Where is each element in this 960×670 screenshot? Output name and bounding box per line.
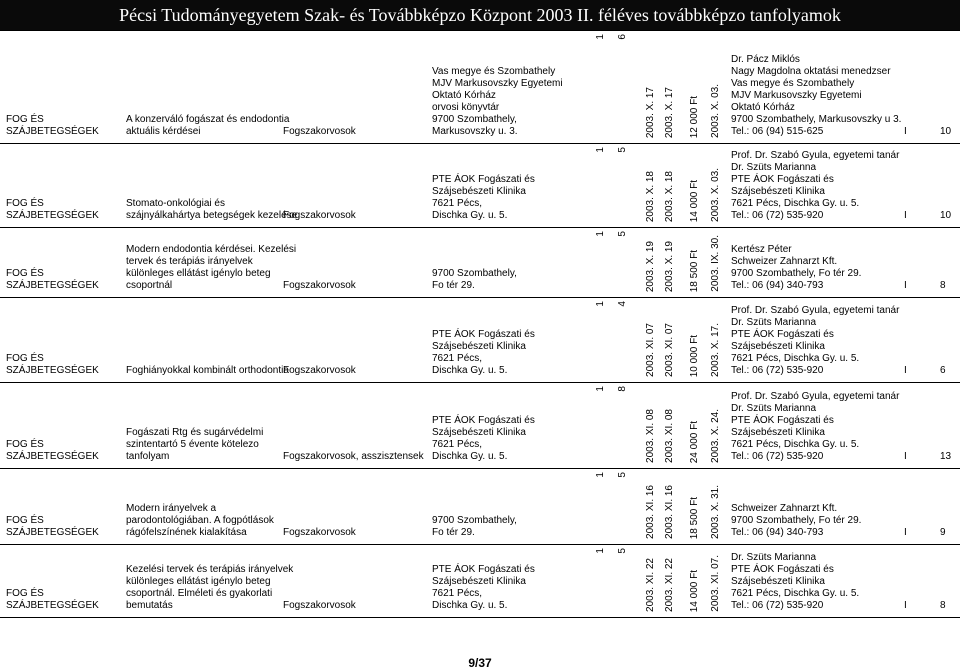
end-date: 2003. XI. 08	[664, 409, 675, 463]
credit-points: 8	[940, 600, 946, 611]
contact: 9700 Szombathely, Fo tér 29.	[731, 268, 862, 279]
course-title: Modern irányelvek a	[126, 503, 217, 514]
page-number: 9/37	[468, 656, 492, 670]
contact: Tel.: 06 (94) 340-793	[731, 280, 824, 291]
start-date: 2003. XI. 08	[645, 409, 656, 463]
contact: Dr. Szüts Marianna	[731, 552, 817, 563]
hours-value: 6	[617, 34, 628, 40]
contact: Nagy Magdolna oktatási menedzser	[731, 66, 891, 77]
table-row	[0, 468, 960, 544]
end-date: 2003. X. 19	[664, 240, 675, 292]
contact: Tel.: 06 (72) 535-920	[731, 210, 824, 221]
location: 9700 Szombathely,	[432, 268, 517, 279]
contact: Dr. Szüts Marianna	[731, 403, 817, 414]
contact: Szájsebészeti Klinika	[731, 427, 825, 438]
duration-value: 1	[595, 34, 606, 40]
location: Markusovszky u. 3.	[432, 126, 518, 137]
location: Oktató Kórház	[432, 90, 496, 101]
end-date: 2003. X. 17	[664, 86, 675, 138]
location: 9700 Szombathely,	[432, 515, 517, 526]
start-date: 2003. X. 19	[645, 240, 656, 292]
table-row	[0, 143, 960, 227]
contact: PTE ÁOK Fogászati és	[731, 174, 834, 185]
course-title: különleges ellátást igénylo beteg	[126, 576, 271, 587]
contact-cell	[731, 391, 906, 463]
domain: FOG ÉS	[6, 198, 44, 209]
table-row	[0, 30, 960, 143]
domain: SZÁJBETEGSÉGEK	[6, 280, 99, 291]
start-date: 2003. XI. 07	[645, 323, 656, 377]
course-title: aktuális kérdései	[126, 126, 201, 137]
hours-value: 5	[617, 147, 628, 153]
contact: Prof. Dr. Szabó Gyula, egyetemi tanár	[731, 305, 900, 316]
contact-cell	[731, 54, 906, 138]
location: Szájsebészeti Klinika	[432, 341, 526, 352]
credit-points: 10	[940, 210, 952, 221]
contact: Tel.: 06 (94) 515-625	[731, 126, 824, 137]
location-cell	[432, 329, 590, 377]
deadline-date: 2003. X. 03.	[710, 84, 721, 138]
domain: SZÁJBETEGSÉGEK	[6, 451, 99, 462]
audience-cell	[283, 527, 428, 539]
course-title-cell	[126, 198, 298, 222]
fee-value: 18 500 Ft	[689, 249, 700, 292]
contact: Vas megye és Szombathely	[731, 78, 855, 89]
location: 7621 Pécs,	[432, 198, 483, 209]
hours-value: 5	[617, 231, 628, 237]
contact: PTE ÁOK Fogászati és	[731, 564, 834, 575]
course-title: tervek és terápiás irányelvek	[126, 256, 253, 267]
deadline-date: 2003. X. 31.	[710, 485, 721, 539]
location: PTE ÁOK Fogászati és	[432, 329, 535, 340]
course-title: Fogászati Rtg és sugárvédelmi	[126, 427, 264, 438]
contact: Oktató Kórház	[731, 102, 795, 113]
domain: FOG ÉS	[6, 588, 44, 599]
course-title: szájnyálkahártya betegségek kezelése	[126, 210, 298, 221]
course-title: szintentartó 5 évente kötelezo	[126, 439, 259, 450]
course-title: A konzerváló fogászat és endodontia	[126, 114, 290, 125]
course-title: csoportnál. Elméleti és gyakorlati	[126, 588, 273, 599]
course-title: rágófelszínének kialakítása	[126, 527, 247, 538]
location: Fo tér 29.	[432, 527, 475, 538]
contact: Tel.: 06 (72) 535-920	[731, 451, 824, 462]
course-type: I	[904, 365, 907, 376]
contact: 9700 Szombathely, Fo tér 29.	[731, 515, 862, 526]
start-date: 2003. X. 18	[645, 170, 656, 222]
audience: Fogszakorvosok	[283, 126, 356, 137]
credit-points: 9	[940, 527, 946, 538]
audience: Fogszakorvosok	[283, 365, 356, 376]
location: 7621 Pécs,	[432, 588, 483, 599]
deadline-date: 2003. XI. 07.	[710, 555, 721, 612]
contact: MJV Markusovszky Egyetemi	[731, 90, 862, 101]
row-divider	[0, 227, 960, 228]
domain: FOG ÉS	[6, 268, 44, 279]
contact-cell	[731, 244, 906, 292]
contact: Schweizer Zahnarzt Kft.	[731, 256, 838, 267]
course-title: csoportnál	[126, 280, 173, 291]
domain-cell	[6, 588, 116, 612]
domain: FOG ÉS	[6, 353, 44, 364]
contact: Kertész Péter	[731, 244, 792, 255]
deadline-date: 2003. X. 03.	[710, 168, 721, 222]
duration-value: 1	[595, 147, 606, 153]
row-divider	[0, 544, 960, 545]
domain-cell	[6, 353, 116, 377]
contact: Szájsebészeti Klinika	[731, 341, 825, 352]
location: PTE ÁOK Fogászati és	[432, 174, 535, 185]
row-divider	[0, 30, 960, 31]
credit-points: 10	[940, 126, 952, 137]
course-type: I	[904, 600, 907, 611]
course-title: Kezelési tervek és terápiás irányelvek	[126, 564, 294, 575]
contact-cell	[731, 552, 906, 612]
end-date: 2003. XI. 07	[664, 323, 675, 377]
hours-value: 5	[617, 472, 628, 478]
location: 9700 Szombathely,	[432, 114, 517, 125]
domain-cell	[6, 268, 116, 292]
contact-cell	[731, 503, 906, 539]
contact: PTE ÁOK Fogászati és	[731, 415, 834, 426]
contact: 7621 Pécs, Dischka Gy. u. 5.	[731, 439, 860, 450]
location: Szájsebészeti Klinika	[432, 576, 526, 587]
course-type: I	[904, 527, 907, 538]
course-title: Foghiányokkal kombinált orthodontia	[126, 365, 289, 376]
domain: SZÁJBETEGSÉGEK	[6, 600, 99, 611]
fee-value: 14 000 Ft	[689, 569, 700, 612]
location: Vas megye és Szombathely	[432, 66, 556, 77]
course-type: I	[904, 210, 907, 221]
contact: Prof. Dr. Szabó Gyula, egyetemi tanár	[731, 150, 900, 161]
course-title-cell	[126, 365, 289, 377]
row-divider	[0, 617, 960, 618]
domain: SZÁJBETEGSÉGEK	[6, 527, 99, 538]
audience: Fogszakorvosok	[283, 210, 356, 221]
fee-value: 24 000 Ft	[689, 420, 700, 463]
deadline-date: 2003. X. 24.	[710, 409, 721, 463]
domain-cell	[6, 198, 116, 222]
contact: Dr. Szüts Marianna	[731, 162, 817, 173]
end-date: 2003. X. 18	[664, 170, 675, 222]
audience: Fogszakorvosok, asszisztensek	[283, 451, 424, 462]
location: Dischka Gy. u. 5.	[432, 365, 508, 376]
contact-cell	[731, 305, 906, 377]
fee-value: 12 000 Ft	[689, 95, 700, 138]
end-date: 2003. XI. 16	[664, 485, 675, 539]
domain: FOG ÉS	[6, 114, 44, 125]
contact: Prof. Dr. Szabó Gyula, egyetemi tanár	[731, 391, 900, 402]
contact: Dr. Szüts Marianna	[731, 317, 817, 328]
contact: Szájsebészeti Klinika	[731, 186, 825, 197]
start-date: 2003. XI. 16	[645, 485, 656, 539]
location: MJV Markusovszky Egyetemi	[432, 78, 563, 89]
location-cell	[432, 515, 590, 539]
course-type: I	[904, 280, 907, 291]
row-divider	[0, 297, 960, 298]
contact: Schweizer Zahnarzt Kft.	[731, 503, 838, 514]
contact: Szájsebészeti Klinika	[731, 576, 825, 587]
audience: Fogszakorvosok	[283, 527, 356, 538]
contact: 9700 Szombathely, Markusovszky u 3.	[731, 114, 902, 125]
course-type: I	[904, 451, 907, 462]
table-row	[0, 227, 960, 297]
row-divider	[0, 468, 960, 469]
hours-value: 5	[617, 548, 628, 554]
domain: FOG ÉS	[6, 515, 44, 526]
location: Szájsebészeti Klinika	[432, 427, 526, 438]
duration-value: 1	[595, 386, 606, 392]
location: 7621 Pécs,	[432, 439, 483, 450]
page-header: Pécsi Tudományegyetem Szak- és Továbbképzo Központ 2003 II. féléves továbbképzo tanfolyamok	[0, 0, 960, 30]
location: 7621 Pécs,	[432, 353, 483, 364]
contact: 7621 Pécs, Dischka Gy. u. 5.	[731, 198, 860, 209]
audience-cell	[283, 210, 428, 222]
location-cell	[432, 268, 590, 292]
duration-value: 1	[595, 231, 606, 237]
location-cell	[432, 66, 590, 138]
location: orvosi könyvtár	[432, 102, 500, 113]
location-cell	[432, 415, 590, 463]
contact: Tel.: 06 (72) 535-920	[731, 365, 824, 376]
audience-cell	[283, 365, 428, 377]
audience-cell	[283, 451, 428, 463]
end-date: 2003. XI. 22	[664, 558, 675, 612]
course-title-cell	[126, 244, 297, 292]
location-cell	[432, 174, 590, 222]
course-type: I	[904, 126, 907, 137]
duration-value: 1	[595, 301, 606, 307]
audience-cell	[283, 280, 428, 292]
course-title-cell	[126, 427, 282, 463]
contact: Tel.: 06 (94) 340-793	[731, 527, 824, 538]
course-title: parodontológiában. A fogpótlások	[126, 515, 274, 526]
contact: 7621 Pécs, Dischka Gy. u. 5.	[731, 353, 860, 364]
hours-value: 4	[617, 301, 628, 307]
credit-points: 6	[940, 365, 946, 376]
duration-value: 1	[595, 472, 606, 478]
contact: Tel.: 06 (72) 535-920	[731, 600, 824, 611]
location: Dischka Gy. u. 5.	[432, 210, 508, 221]
course-title: bemutatás	[126, 600, 173, 611]
course-title: különleges ellátást igénylo beteg	[126, 268, 271, 279]
contact: PTE ÁOK Fogászati és	[731, 329, 834, 340]
location: PTE ÁOK Fogászati és	[432, 564, 535, 575]
fee-value: 14 000 Ft	[689, 179, 700, 222]
credit-points: 13	[940, 451, 952, 462]
row-divider	[0, 382, 960, 383]
course-title: Modern endodontia kérdései. Kezelési	[126, 244, 297, 255]
domain: SZÁJBETEGSÉGEK	[6, 365, 99, 376]
fee-value: 18 500 Ft	[689, 496, 700, 539]
audience-cell	[283, 600, 428, 612]
domain: SZÁJBETEGSÉGEK	[6, 210, 99, 221]
course-title: tanfolyam	[126, 451, 170, 462]
table-row	[0, 382, 960, 468]
deadline-date: 2003. IX. 30.	[710, 235, 721, 292]
start-date: 2003. X. 17	[645, 86, 656, 138]
domain: FOG ÉS	[6, 439, 44, 450]
table-row	[0, 297, 960, 382]
course-title-cell	[126, 114, 290, 138]
contact: Dr. Pácz Miklós	[731, 54, 800, 65]
hours-value: 8	[617, 386, 628, 392]
credit-points: 8	[940, 280, 946, 291]
fee-value: 10 000 Ft	[689, 334, 700, 377]
course-title-cell	[126, 564, 294, 612]
audience: Fogszakorvosok	[283, 600, 356, 611]
duration-value: 1	[595, 548, 606, 554]
domain-cell	[6, 114, 116, 138]
course-title: Stomato-onkológiai és	[126, 198, 225, 209]
start-date: 2003. XI. 22	[645, 558, 656, 612]
deadline-date: 2003. X. 17.	[710, 323, 721, 377]
contact-cell	[731, 150, 906, 222]
location: Fo tér 29.	[432, 280, 475, 291]
location: Szájsebészeti Klinika	[432, 186, 526, 197]
contact: 7621 Pécs, Dischka Gy. u. 5.	[731, 588, 860, 599]
location-cell	[432, 564, 590, 612]
row-divider	[0, 143, 960, 144]
location: Dischka Gy. u. 5.	[432, 451, 508, 462]
domain-cell	[6, 515, 116, 539]
audience: Fogszakorvosok	[283, 280, 356, 291]
course-title-cell	[126, 503, 282, 539]
domain-cell	[6, 439, 116, 463]
audience-cell	[283, 126, 428, 138]
domain: SZÁJBETEGSÉGEK	[6, 126, 99, 137]
location: PTE ÁOK Fogászati és	[432, 415, 535, 426]
table-row	[0, 544, 960, 617]
location: Dischka Gy. u. 5.	[432, 600, 508, 611]
